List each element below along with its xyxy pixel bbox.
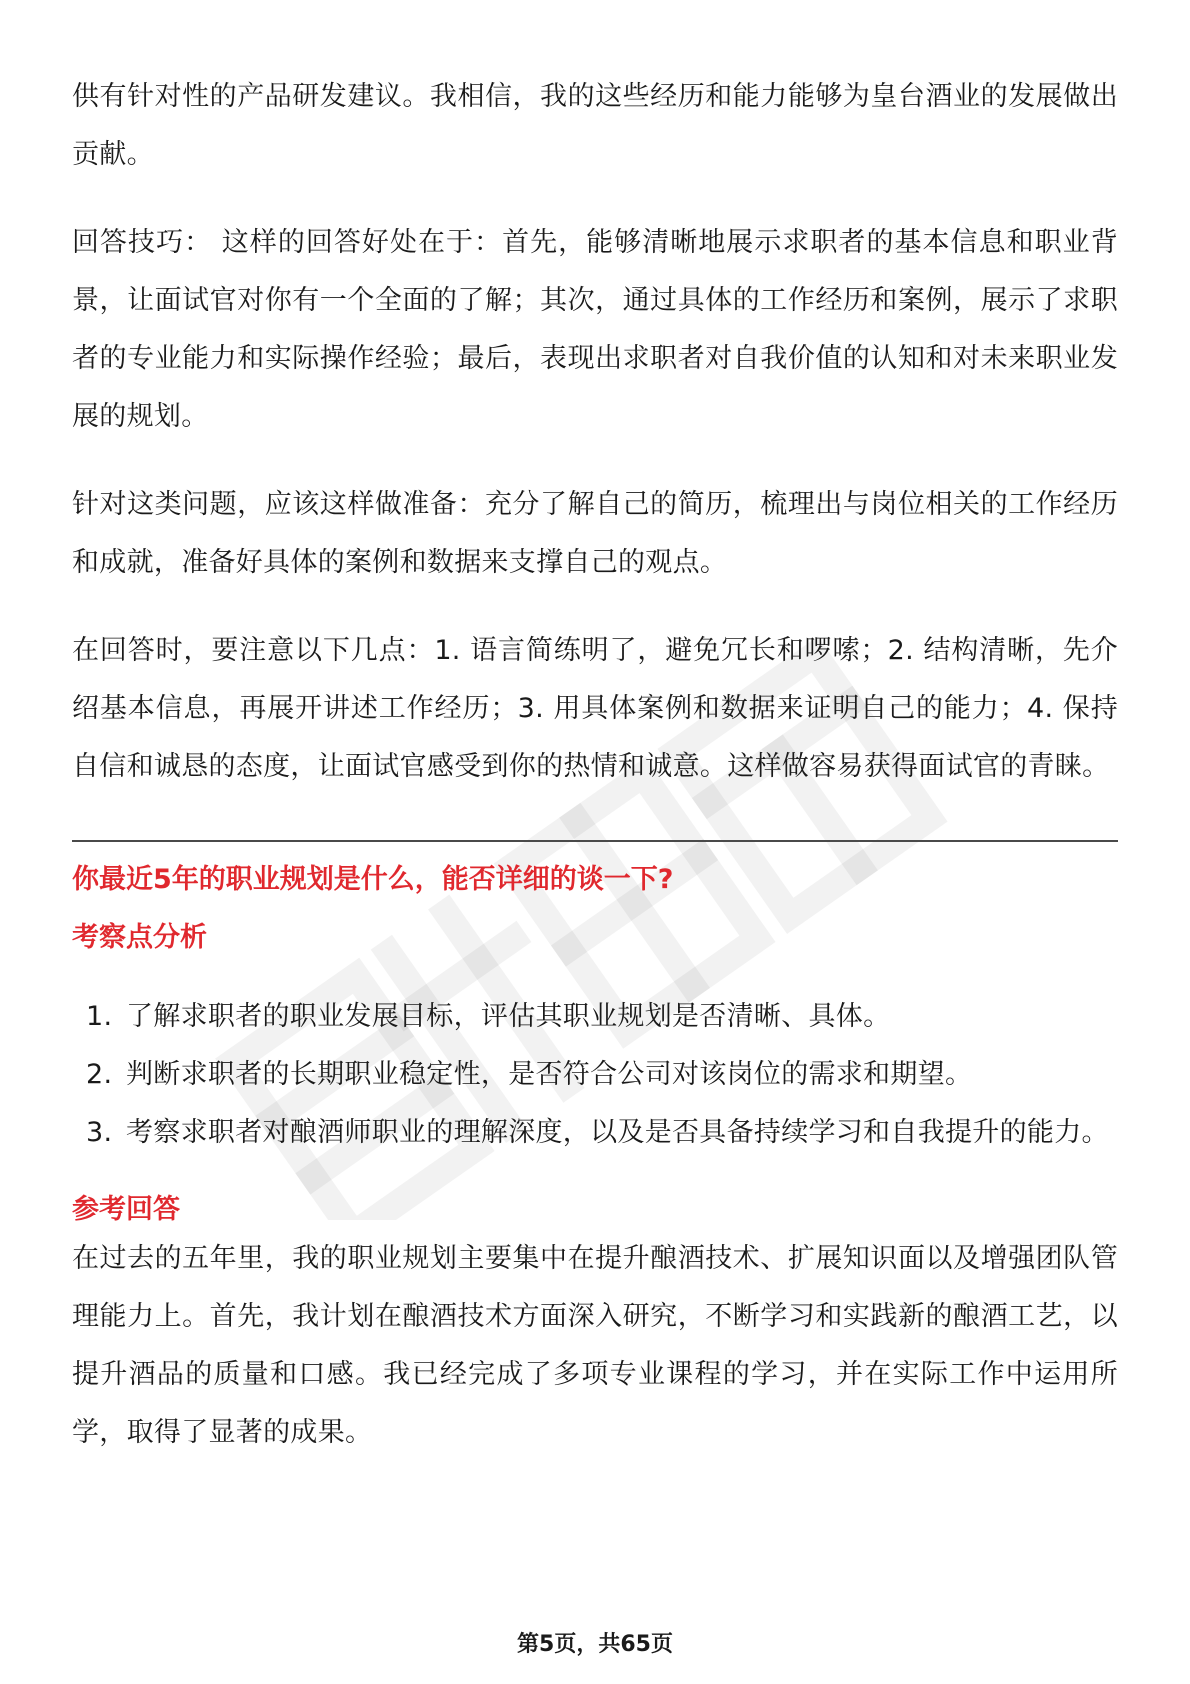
list-number: 3. xyxy=(86,1117,113,1148)
paragraph-notes: 在回答时，要注意以下几点：1. 语言简练明了，避免冗长和啰嗦；2. 结构清晰，先介绍基本信息，再展开讲述工作经历；3. 用具体案例和数据来证明自己的能力；4. 保持自信和诚恳的态度，让面试官感受到你的热情和诚意。这样做容易获得面试官的青睐。 xyxy=(72,635,1118,782)
list-text: 考察求职者对酿酒师职业的理解深度，以及是否具备持续学习和自我提升的能力。 xyxy=(126,1117,1109,1148)
section-divider xyxy=(72,840,1118,842)
list-item xyxy=(72,1104,1118,1162)
answer-heading: 参考回答 xyxy=(72,1194,180,1225)
list-number: 2. xyxy=(86,1059,113,1090)
list-number: 1. xyxy=(86,1001,113,1032)
analysis-heading: 考察点分析 xyxy=(72,922,207,953)
answer-paragraph: 在过去的五年里，我的职业规划主要集中在提升酿酒技术、扩展知识面以及增强团队管理能力上。首先，我计划在酿酒技术方面深入研究，不断学习和实践新的酿酒工艺，以提升酒品的质量和口感。我已经完成了多项专业课程的学习，并在实际工作中运用所学，取得了显著的成果。 xyxy=(72,1243,1118,1448)
list-text: 了解求职者的职业发展目标，评估其职业规划是否清晰、具体。 xyxy=(126,1001,891,1032)
analysis-list xyxy=(72,988,1118,1162)
question-title: 你最近5年的职业规划是什么，能否详细的谈一下? xyxy=(72,864,674,895)
list-item xyxy=(72,1046,1118,1104)
content-column xyxy=(72,68,1118,1462)
page-footer: 第5页，共65页 xyxy=(517,1632,673,1657)
list-text: 判断求职者的长期职业稳定性，是否符合公司对该岗位的需求和期望。 xyxy=(126,1059,973,1090)
paragraph-intro-tail: 供有针对性的产品研发建议。我相信，我的这些经历和能力能够为皇台酒业的发展做出贡献。 xyxy=(72,81,1118,170)
list-item xyxy=(72,988,1118,1046)
paragraph-answer-tips: 回答技巧： 这样的回答好处在于：首先，能够清晰地展示求职者的基本信息和职业背景，让面试官对你有一个全面的了解；其次，通过具体的工作经历和案例，展示了求职者的专业能力和实际操作经验；最后，表现出求职者对自我价值的认知和对未来职业发展的规划。 xyxy=(72,227,1118,432)
paragraph-preparation: 针对这类问题，应该这样做准备：充分了解自己的简历，梳理出与岗位相关的工作经历和成就，准备好具体的案例和数据来支撑自己的观点。 xyxy=(72,489,1118,578)
